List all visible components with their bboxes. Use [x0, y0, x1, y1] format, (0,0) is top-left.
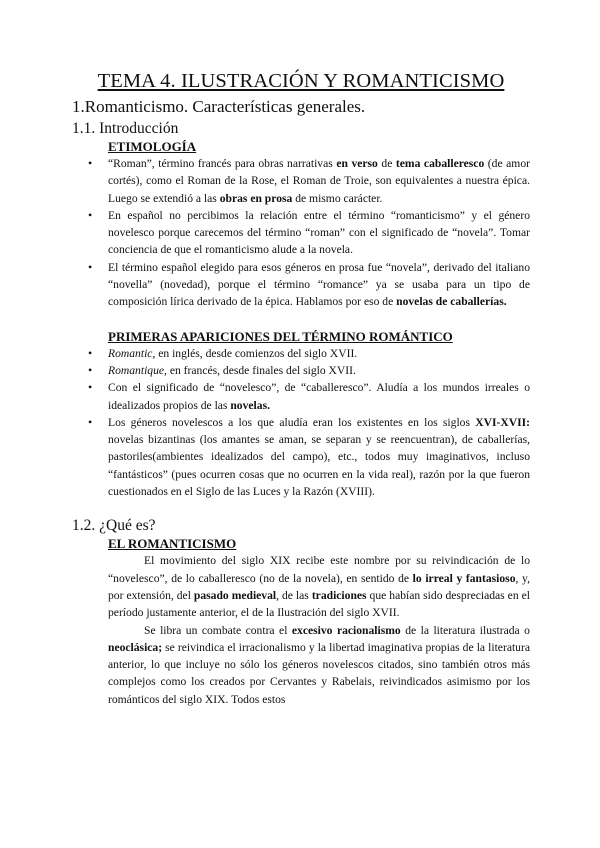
section-heading: 1.Romanticismo. Características generales.: [72, 97, 366, 116]
list-item: • El término español elegido para esos géneros en prosa fue “novela”, derivado del italiano “novella” (novedad), porque el término “romance” ya se usaba para un tipo de composición lírica derivado de la épica. Hablamos por eso de novelas de caballerías.: [108, 259, 530, 311]
subsection-heading: 1.1. Introducción: [72, 120, 179, 137]
etimologia-list: [72, 155, 530, 311]
primeras-apariciones-heading: PRIMERAS APARICIONES DEL TÉRMINO ROMÁNTICO: [108, 328, 453, 344]
list-item: • Con el significado de “novelesco”, de “caballeresco”. Aludía a los mundos irreales o idealizados propios de las novelas.: [108, 379, 530, 414]
list-item: • Los géneros novelescos a los que aludía eran los existentes en los siglos XVI-XVII: novelas bizantinas (los amantes se aman, se separan y se reencuentran), de caballerías, pastoriles(ambientes idealizados del campo), etc., todos muy imaginativos, incluso “fantásticos” (pues ocurren cosas que no ocurren en la vida real), razón por la que fueron cuestionados en el Siglo de las Luces y la Razón (XVIII).: [108, 414, 530, 500]
list-item: • En español no percibimos la relación entre el término “romanticismo” y el género novelesco porque carecemos del término “roman” con el significado de “novela”. Tomar conciencia de que el romanticismo alude a la novela.: [108, 207, 530, 259]
primeras-apariciones-list: [72, 345, 530, 501]
subsection-heading: 1.2. ¿Qué es?: [72, 517, 156, 535]
etimologia-heading: ETIMOLOGÍA: [108, 139, 197, 154]
el-romanticismo-heading: EL ROMANTICISMO: [108, 536, 237, 552]
paragraph: Se libra un combate contra el excesivo racionalismo de la literatura ilustrada o neoclásica; se reivindica el irracionalismo y la libertad imaginativa propias de la literatura anterior, lo que incluye no sólo los géneros novelescos citados, sino también otros más complejos como los creados por Cervantes y Rabelais, reivindicados asimismo por los románticos del siglo XIX. Todos estos: [108, 623, 530, 706]
list-item: • “Roman”, término francés para obras narrativas en verso de tema caballeresco (de amor cortés), como el Roman de la Rose, el Roman de Troie, son equivalentes a nuestra épica. Luego se extendió a las obras en prosa de mismo carácter.: [108, 155, 530, 207]
list-item: • Romantique, en francés, desde finales del siglo XVII.: [108, 362, 530, 379]
document-title: TEMA 4. ILUSTRACIÓN Y ROMANTICISMO: [97, 70, 505, 92]
paragraph: El movimiento del siglo XIX recibe este nombre por su reivindicación de lo “novelesco”, de lo caballeresco (no de la novela), en sentido de lo irreal y fantasioso, y, por extensión, del pasado medieval, de las tradiciones que habían sido despreciadas en el período justamente anterior, el de la Ilustración del siglo XVII.: [108, 554, 530, 620]
list-item: • Romantic, en inglés, desde comienzos del siglo XVII.: [108, 345, 530, 362]
